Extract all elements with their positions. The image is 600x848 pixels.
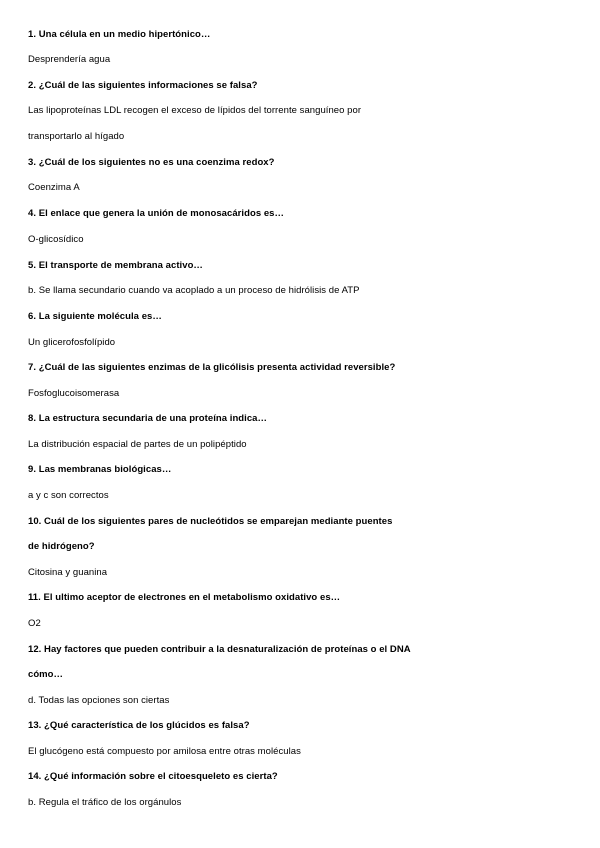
question-11: 11. El ultimo aceptor de electrones en el metabolismo oxidativo es…: [28, 592, 341, 603]
question-12-line-2: cómo…: [28, 669, 64, 680]
question-4: 4. El enlace que genera la unión de monosacáridos es…: [28, 208, 285, 219]
question-9: 9. Las membranas biológicas…: [28, 464, 172, 475]
answer-2-line-1: Las lipoproteínas LDL recogen el exceso de lípidos del torrente sanguíneo por: [28, 105, 362, 116]
question-3: 3. ¿Cuál de los siguientes no es una coenzima redox?: [28, 157, 275, 168]
question-1: 1. Una célula en un medio hipertónico…: [28, 29, 211, 40]
answer-12: d. Todas las opciones son ciertas: [28, 695, 170, 706]
question-13: 13. ¿Qué característica de los glúcidos es falsa?: [28, 720, 250, 731]
answer-1: Desprendería agua: [28, 54, 111, 65]
answer-3: Coenzima A: [28, 182, 80, 193]
answer-2-line-2: transportarlo al hígado: [28, 131, 125, 142]
answer-5: b. Se llama secundario cuando va acoplado a un proceso de hidrólisis de ATP: [28, 285, 360, 296]
answer-14: b. Regula el tráfico de los orgánulos: [28, 797, 182, 808]
question-10-line-2: de hidrógeno?: [28, 541, 95, 552]
question-2: 2. ¿Cuál de las siguientes informaciones se falsa?: [28, 80, 258, 91]
answer-8: La distribución espacial de partes de un polipéptido: [28, 439, 247, 450]
answer-9: a y c son correctos: [28, 490, 109, 501]
question-10-line-1: 10. Cuál de los siguientes pares de nucleótidos se emparejan mediante puentes: [28, 516, 393, 527]
answer-13: El glucógeno está compuesto por amilosa entre otras moléculas: [28, 746, 301, 757]
answer-11: O2: [28, 618, 41, 629]
answer-10: Citosina y guanina: [28, 567, 108, 578]
answer-6: Un glicerofosfolípido: [28, 337, 116, 348]
question-5: 5. El transporte de membrana activo…: [28, 260, 203, 271]
question-6: 6. La siguiente molécula es…: [28, 311, 162, 322]
answer-7: Fosfoglucoisomerasa: [28, 388, 120, 399]
question-8: 8. La estructura secundaria de una proteína indica…: [28, 413, 268, 424]
answer-4: O-glicosídico: [28, 234, 84, 245]
question-12-line-1: 12. Hay factores que pueden contribuir a la desnaturalización de proteínas o el DNA: [28, 644, 411, 655]
question-7: 7. ¿Cuál de las siguientes enzimas de la glicólisis presenta actividad reversible?: [28, 362, 396, 373]
question-14: 14. ¿Qué información sobre el citoesqueleto es cierta?: [28, 771, 278, 782]
